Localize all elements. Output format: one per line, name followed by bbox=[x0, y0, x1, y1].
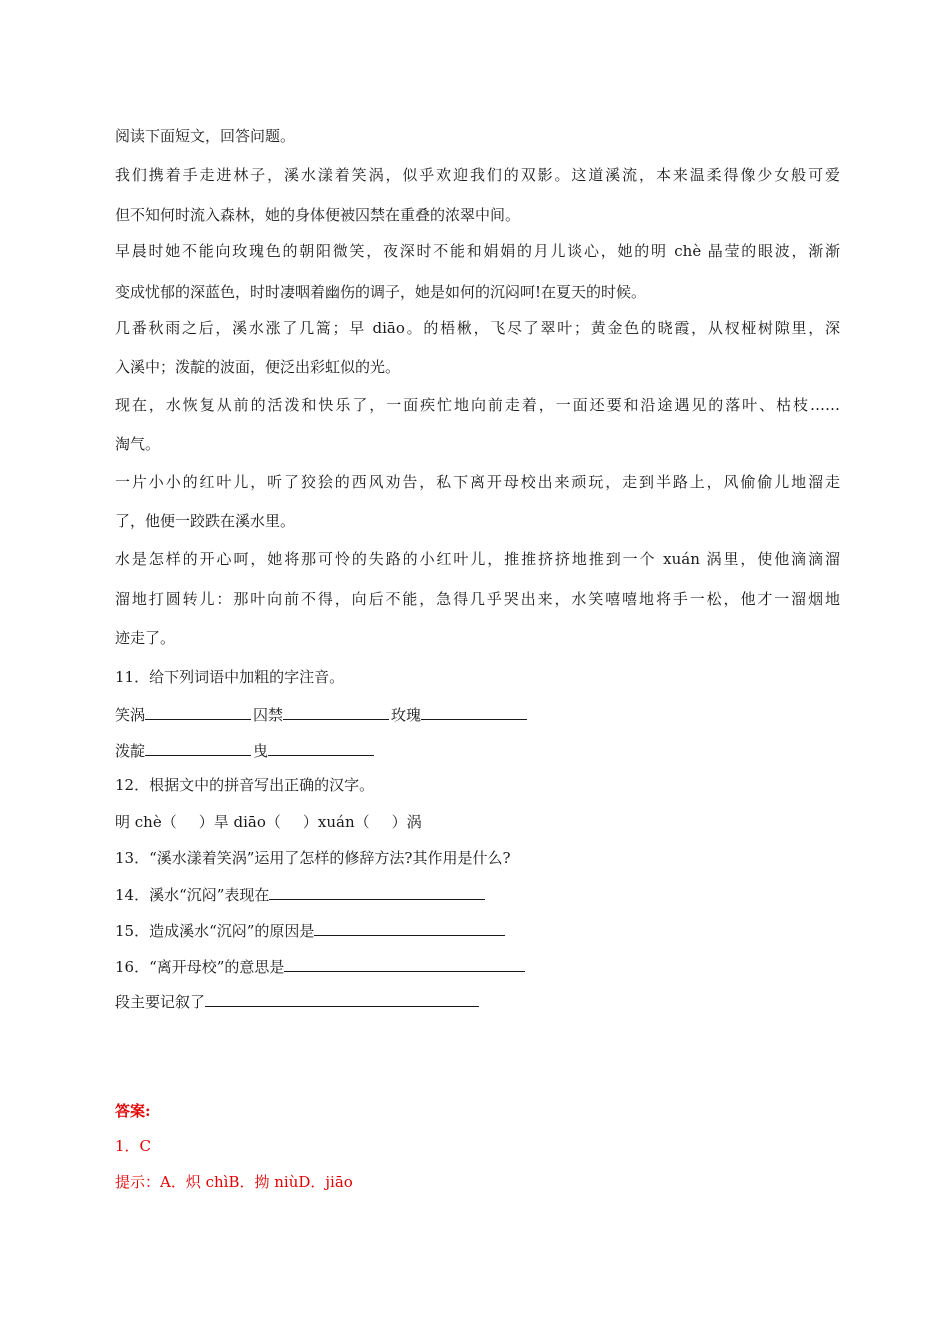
document-page bbox=[115, 0, 840, 1344]
question-15-text: 15．造成溪水“沉闷”的原因是 bbox=[115, 922, 315, 940]
passage-line bbox=[115, 549, 840, 569]
passage-paragraph-6-cont bbox=[115, 589, 840, 609]
pinyin-item: ）涡 bbox=[391, 813, 422, 831]
passage-text: 一片小小 bbox=[115, 473, 183, 491]
question-14 bbox=[115, 884, 487, 905]
passage-line: 几番秋雨之后，溪水涨了几篙；早 diāo。的梧楸，飞尽了翠叶；黄金色的晓霞，从杈桠树隙里，深 bbox=[115, 319, 840, 337]
question-11-row-2 bbox=[115, 740, 376, 761]
passage-line: 入溪中；泼靛的波面，便泛出彩虹似的光。 bbox=[115, 358, 401, 376]
question-16-text: 16．“离开母校”的意思是 bbox=[115, 958, 285, 976]
word: 笑涡 bbox=[115, 706, 146, 724]
question-12-prompt: 12．根据文中的拼音写出正确的汉字。 bbox=[115, 776, 375, 794]
passage-paragraph-5 bbox=[115, 472, 840, 492]
passage-line: 现在，水恢复从前的活泼和快乐了，一面疾忙地向前走着，一面还要和沿途遇见的落叶、枯枝…… bbox=[115, 396, 840, 414]
question-14-text: 14．溪水“沉闷”表现在 bbox=[115, 886, 270, 904]
question-15 bbox=[115, 920, 507, 941]
question-11-prompt: 11．给下列词语中加粗的字注音。 bbox=[115, 668, 345, 686]
passage-line: 溜地打圆转儿：那叶向前不得，向后不能，急得几乎哭出来，水笑嘻嘻地将手一松，他才一溜烟地 bbox=[115, 590, 840, 608]
word: 囚禁 bbox=[253, 706, 284, 724]
question-11-row-1 bbox=[115, 704, 529, 725]
word: 玫瑰 bbox=[391, 706, 422, 724]
question-16-part-2 bbox=[115, 991, 481, 1012]
answer-hint: 提示：A．炽 chìB．拗 niùD．jiāo bbox=[115, 1173, 353, 1191]
passage-line: 我们携着手走进林子，溪水漾着笑涡，似乎欢迎我们的双影。这道溪流，本来温柔得像少女般可爱 bbox=[115, 166, 840, 184]
question-16b-text: 段主要记叙了 bbox=[115, 993, 206, 1011]
word: 泼靛 bbox=[115, 742, 146, 760]
passage-paragraph-6 bbox=[115, 549, 840, 569]
reading-instruction: 阅读下面短文，回答问题。 bbox=[115, 127, 296, 145]
passage-paragraph-1 bbox=[115, 165, 840, 185]
passage-paragraph-3 bbox=[115, 318, 840, 338]
answer-blank[interactable] bbox=[145, 704, 251, 720]
passage-line: 了，他便一跤跌在溪水里。 bbox=[115, 512, 296, 530]
passage-text: 的红叶儿，听了狡狯的西风劝告，私下离开母校出来顽玩，走到半路上，风偷偷儿地溜走 bbox=[182, 473, 840, 491]
answers-heading: 答案: bbox=[115, 1102, 151, 1120]
pinyin-item: ）xuán（ bbox=[302, 813, 370, 831]
passage-line: 变成忧郁的深蓝色，时时凄咽着幽伤的调子，她是如何的沉闷呵!在夏天的时候。 bbox=[115, 283, 647, 301]
answer-blank[interactable] bbox=[421, 704, 527, 720]
question-12-row bbox=[115, 812, 422, 832]
passage-text: 水是怎样的开心呵，她将那 bbox=[115, 550, 319, 568]
passage-line: 早晨时她不能向玫瑰色的朝阳微笑，夜深时不能和娟娟的月儿谈心，她的明 chè 晶莹的眼波，渐渐 bbox=[115, 242, 840, 260]
passage-paragraph-4 bbox=[115, 395, 840, 415]
passage-line: 淘气。 bbox=[115, 435, 161, 453]
passage-line bbox=[115, 472, 840, 492]
passage-line: 但不知何时流入森林，她的身体便被囚禁在重叠的浓翠中间。 bbox=[115, 206, 521, 224]
passage-paragraph-2 bbox=[115, 241, 840, 261]
passage-line: 迹走了。 bbox=[115, 629, 176, 647]
question-16 bbox=[115, 956, 527, 977]
answer-blank[interactable] bbox=[314, 920, 505, 936]
word: 曳 bbox=[253, 742, 269, 760]
answer-blank[interactable] bbox=[269, 884, 485, 900]
answer-blank[interactable] bbox=[284, 956, 525, 972]
answer-1: 1．C bbox=[115, 1137, 152, 1155]
answer-blank[interactable] bbox=[268, 740, 374, 756]
answer-blank[interactable] bbox=[145, 740, 251, 756]
passage-text: 可怜的失路的小红叶儿，推推挤挤地推到一个 xuán 涡里，使他滴滴溜 bbox=[318, 550, 840, 568]
answer-blank[interactable] bbox=[205, 991, 479, 1007]
pinyin-item: ）旱 diāo（ bbox=[198, 813, 281, 831]
answer-blank[interactable] bbox=[283, 704, 389, 720]
question-13: 13．“溪水漾着笑涡”运用了怎样的修辞方法?其作用是什么? bbox=[115, 849, 511, 867]
pinyin-item: 明 chè（ bbox=[115, 813, 177, 831]
